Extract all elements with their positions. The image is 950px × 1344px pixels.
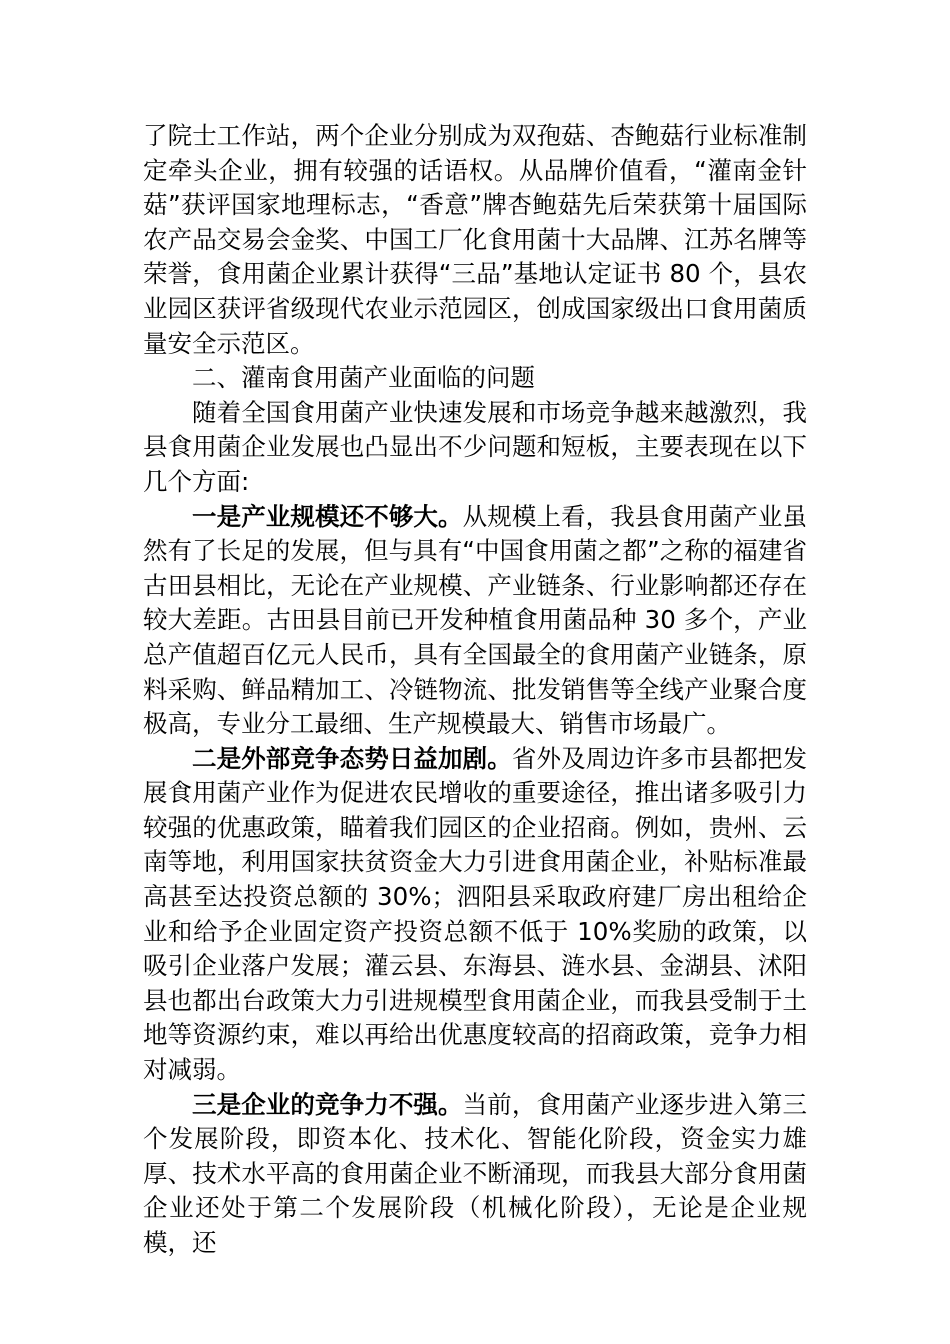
paragraph-lead-bold: 一是产业规模还不够大。: [192, 501, 463, 531]
paragraph-text: 了院士工作站，两个企业分别成为双孢菇、杏鲍菇行业标准制定牵头企业，拥有较强的话语权。从品牌价值看，“灌南金针菇”获评国家地理标志，“香意”牌杏鲍菇先后荣获第十届国际农产品交易会金奖、中国工厂化食用菌十大品牌、江苏名牌等荣誉，食用菌企业累计获得“三品”基地认定证书 80 个，县农业园区获评省级现代农业示范园区，创成国家级出口食用菌质量安全示范区。: [143, 121, 807, 358]
paragraph-problem-competition: [143, 742, 807, 1088]
paragraph-text: 从规模上看，我县食用菌产业虽然有了长足的发展，但与具有“中国食用菌之都”之称的福建省古田县相比，无论在产业规模、产业链条、行业影响都还存在较大差距。古田县目前已开发种植食用菌品种 30 多个，产业总产值超百亿元人民币，具有全国最全的食用菌产业链条，原料采购、鲜品精加工、冷链物流、批发销售等全线产业聚合度极高，专业分工最细、生产规模最大、销售市场最广。: [143, 501, 808, 739]
section-heading-text: 二、灌南食用菌产业面临的问题: [192, 363, 535, 393]
paragraph-text: 当前，食用菌产业逐步进入第三个发展阶段，即资本化、技术化、智能化阶段，资金实力雄厚、技术水平高的食用菌企业不断涌现，而我县大部分食用菌企业还处于第二个发展阶段（机械化阶段），无论是企业规模，还: [143, 1089, 808, 1257]
paragraph-lead-bold: 二是外部竞争态势日益加剧。: [192, 743, 512, 773]
paragraph-brand-achievements: [143, 119, 807, 361]
document-body: [143, 119, 807, 1261]
paragraph-problem-enterprise: [143, 1088, 807, 1261]
paragraph-problems-intro: [143, 396, 807, 500]
paragraph-lead-bold: 三是企业的竞争力不强。: [192, 1089, 463, 1119]
paragraph-text: 随着全国食用菌产业快速发展和市场竞争越来越激烈，我县食用菌企业发展也凸显出不少问题和短板，主要表现在以下几个方面:: [143, 397, 807, 496]
paragraph-problem-scale: [143, 500, 807, 742]
paragraph-text: 省外及周边许多市县都把发展食用菌产业作为促进农民增收的重要途径，推出诸多吸引力较强的优惠政策，瞄着我们园区的企业招商。例如，贵州、云南等地，利用国家扶贫资金大力引进食用菌企业，补贴标准最高甚至达投资总额的 30%；泗阳县采取政府建厂房出租给企业和给予企业固定资产投资总额不低于 10%奖励的政策，以吸引企业落户发展；灌云县、东海县、涟水县、金湖县、沭阳县也都出台政策大力引进规模型食用菌企业，而我县受制于土地等资源约束，难以再给出优惠度较高的招商政策，竞争力相对减弱。: [143, 743, 808, 1085]
section-heading-problems: [143, 361, 807, 396]
